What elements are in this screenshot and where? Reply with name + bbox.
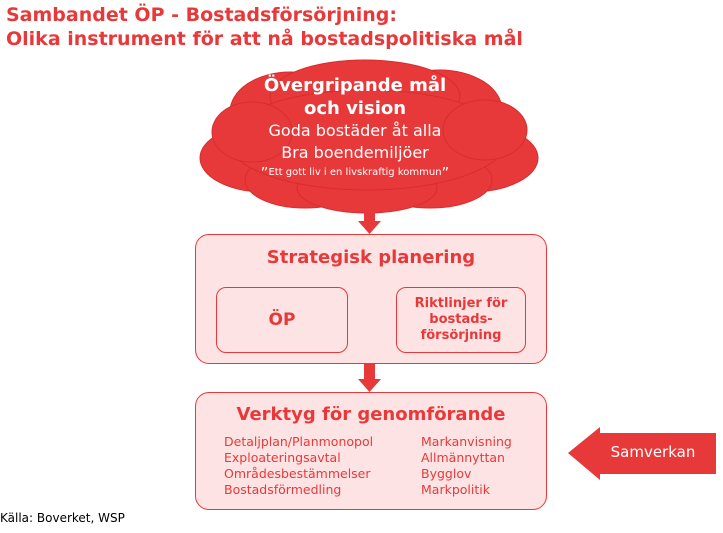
cloud-heading-line-2: och vision xyxy=(303,98,407,119)
list-item: Markpolitik xyxy=(421,482,490,497)
tools-list-right xyxy=(421,434,512,498)
tools-title: Verktyg för genomförande xyxy=(236,404,506,425)
list-item: Områdesbestämmelser xyxy=(224,466,371,481)
list-item: Detaljplan/Planmonopol xyxy=(224,434,374,449)
guideline-line-1: Riktlinjer för xyxy=(414,296,508,311)
list-item: Bygglov xyxy=(421,466,472,481)
tools-list-left xyxy=(224,434,373,498)
title-line-1: Sambandet ÖP - Bostadsförsörjning: xyxy=(6,4,397,26)
list-item: Markanvisning xyxy=(421,434,512,449)
cloud-quote xyxy=(230,164,480,182)
down-arrow-icon xyxy=(358,364,381,392)
cloud-quote-text: Ett gott liv i en livskraftig kommun xyxy=(268,167,442,178)
guideline-line-3: försörjning xyxy=(420,328,502,343)
title-line-2: Olika instrument för att nå bostadspolitiska mål xyxy=(6,28,523,50)
tools-panel xyxy=(195,392,547,510)
quote-open-mark: ” xyxy=(260,164,269,182)
source-caption: Källa: Boverket, WSP xyxy=(0,511,125,525)
samverkan-label: Samverkan xyxy=(610,443,696,461)
list-item: Allmännyttan xyxy=(421,450,505,465)
list-item: Exploateringsavtal xyxy=(224,450,341,465)
cloud-line-2: Bra boendemiljöer xyxy=(281,143,429,162)
cloud-heading-line-1: Övergripande mål xyxy=(263,75,447,96)
guideline-box xyxy=(396,287,526,353)
list-item: Bostadsförmedling xyxy=(224,482,342,497)
vision-cloud-text xyxy=(230,74,480,182)
strategy-panel xyxy=(195,234,547,364)
quote-close-mark: ” xyxy=(441,164,450,182)
op-box xyxy=(216,287,348,353)
guideline-line-2: bostads- xyxy=(429,312,493,327)
cloud-line-1: Goda bostäder åt alla xyxy=(268,121,442,140)
op-label: ÖP xyxy=(268,310,296,330)
strategy-title: Strategisk planering xyxy=(266,247,476,268)
